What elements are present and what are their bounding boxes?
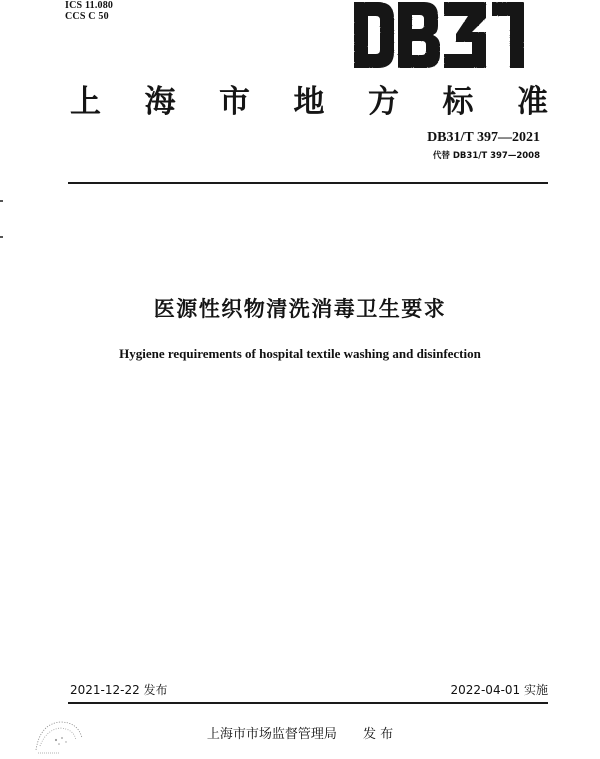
title-char: 海 <box>144 84 176 120</box>
implementation-date: 2022-04-01 实施 <box>450 683 548 697</box>
ics-code: ICS 11.080 <box>65 0 114 11</box>
title-char: 市 <box>219 84 250 120</box>
title-char: 准 <box>517 84 548 120</box>
publisher-title <box>70 84 548 120</box>
scan-edge-mark <box>0 200 3 202</box>
top-divider <box>68 182 548 184</box>
document-title-english: Hygiene requirements of hospital textile washing and disinfection <box>119 346 481 361</box>
bottom-divider <box>68 702 548 704</box>
replaces-standard: 代替 DB31/T 397—2008 <box>432 151 540 161</box>
issue-date: 2021-12-22 发布 <box>70 683 168 697</box>
title-char: 上 <box>70 84 101 120</box>
db31-logo <box>352 0 527 70</box>
issuer-action: 发 布 <box>362 727 394 742</box>
title-char: 地 <box>293 84 325 120</box>
scan-edge-mark <box>0 236 3 238</box>
title-char: 标 <box>442 84 474 120</box>
standard-number: DB31/T 397—2021 <box>427 130 540 145</box>
issuer-name: 上海市市场监督管理局 <box>206 727 337 742</box>
ccs-code: CCS C 50 <box>65 11 109 22</box>
issuing-authority <box>0 726 600 743</box>
title-char: 方 <box>368 84 399 120</box>
document-title-chinese: 医源性织物清洗消毒卫生要求 <box>153 297 447 321</box>
